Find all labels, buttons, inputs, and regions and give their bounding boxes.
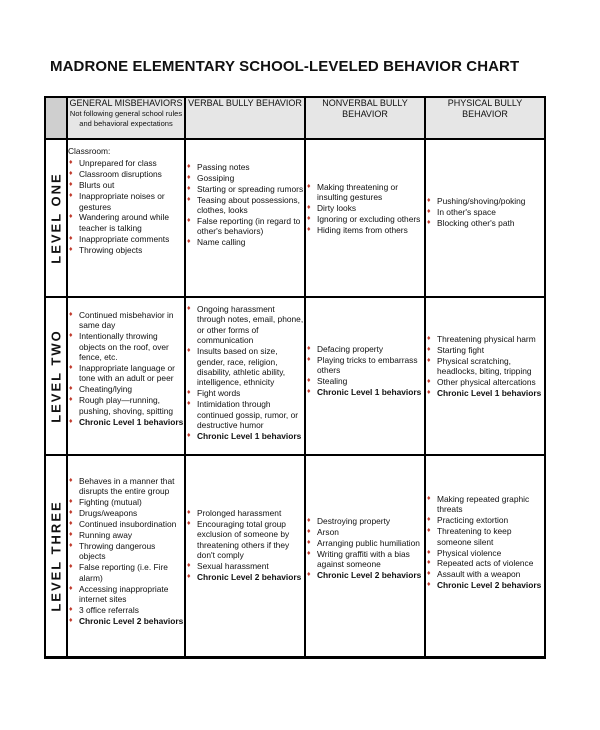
list-item: ♦ Chronic Level 1 behaviors [68,417,184,427]
list-item: ♦ Chronic Level 1 behaviors [306,387,424,397]
list-item: ♦ Behaves in a manner that disrupts the entire group [68,476,184,497]
header-nonverbal [305,97,425,139]
list-item: ♦ Inappropriate noises or gestures [68,191,184,212]
header-general [67,97,185,139]
header-verbal-label: VERBAL BULLY BEHAVIOR [188,98,302,108]
list-item: ♦ Cheating/lying [68,384,184,394]
level-three-label-cell [45,455,67,658]
header-physical [425,97,545,139]
list-item: ♦ Hiding items from others [306,225,424,235]
list-item: ♦ Continued insubordination [68,519,184,529]
list-item: ♦ Threatening to keep someone silent [426,526,544,547]
list-item: ♦ Starting fight [426,345,544,355]
level-two-physical-cell [425,297,545,455]
header-general-label: GENERAL MISBEHAVIORS [69,98,183,108]
level-two-physical-list [426,334,544,398]
list-item: ♦ Blurts out [68,180,184,190]
level-one-verbal-list [186,162,304,248]
header-general-sublabel: Not following general school rules and behavioral expectations [69,109,183,128]
list-item: ♦ Assault with a weapon [426,569,544,579]
list-item: ♦ Threatening physical harm [426,334,544,344]
list-item: ♦ Insults based on size, gender, race, religion, disability, athletic ability, intelligence, ethnicity [186,346,304,388]
list-item: ♦ Dirty looks [306,203,424,213]
list-item: ♦ Defacing property [306,344,424,354]
level-three-verbal-list [186,508,304,582]
level-two-label-cell [45,297,67,455]
list-item: ♦ Fighting (mutual) [68,497,184,507]
level-one-verbal-cell [185,139,305,297]
list-item: ♦ Inappropriate comments [68,234,184,244]
list-item: ♦ 3 office referrals [68,605,184,615]
list-item: ♦ Writing graffiti with a bias against someone [306,549,424,570]
level-three-nonverbal-list [306,516,424,580]
list-item: ♦ Unprepared for class [68,158,184,168]
list-item: ♦ Starting or spreading rumors [186,184,304,194]
list-item: ♦ Making repeated graphic threats [426,494,544,515]
level-one-general-list [68,158,184,255]
list-item: ♦ Other physical altercations [426,377,544,387]
list-item: ♦ Chronic Level 2 behaviors [306,570,424,580]
level-one-nonverbal-list [306,182,424,236]
list-item: ♦ Chronic Level 1 behaviors [426,388,544,398]
level-label: LEVEL THREE [48,500,64,612]
behavior-chart-table [44,96,546,659]
header-row [45,97,545,139]
list-item: ♦ Running away [68,530,184,540]
level-one-physical-cell [425,139,545,297]
header-nonverbal-label: NONVERBAL BULLY BEHAVIOR [322,98,408,119]
level-two-general-list [68,310,184,427]
list-item: ♦ Arranging public humiliation [306,538,424,548]
list-item: ♦ Intimidation through continued gossip, rumor, or destructive humor [186,399,304,430]
list-item: ♦ Rough play—running, pushing, shoving, spitting [68,395,184,416]
list-item: ♦ Ongoing harassment through notes, email, phone, or other forms of communication [186,304,304,346]
list-item: ♦ Throwing dangerous objects [68,541,184,562]
level-one-label-cell [45,139,67,297]
list-item: ♦ Inappropriate language or tone with an adult or peer [68,363,184,384]
level-three-nonverbal-cell [305,455,425,658]
level-two-verbal-cell [185,297,305,455]
list-item: ♦ Gossiping [186,173,304,183]
list-item: ♦ Chronic Level 2 behaviors [186,572,304,582]
list-item: ♦ Passing notes [186,162,304,172]
level-one-general-cell [67,139,185,297]
level-one-row [45,139,545,297]
level-one-physical-list [426,196,544,228]
list-item: ♦ False reporting (i.e. Fire alarm) [68,562,184,583]
level-two-general-cell [67,297,185,455]
list-item: ♦ Stealing [306,376,424,386]
list-item: ♦ Throwing objects [68,245,184,255]
level-three-row [45,455,545,658]
list-item: ♦ Encouraging total group exclusion of someone by threatening others if they don't comply [186,519,304,561]
page-title: MADRONE ELEMENTARY SCHOOL-LEVELED BEHAVIOR CHART [50,58,520,75]
list-item: ♦ Accessing inappropriate internet sites [68,584,184,605]
cell-title: Classroom: [68,146,111,156]
list-item: ♦ Physical scratching, headlocks, biting, tripping [426,356,544,377]
list-item: ♦ Drugs/weapons [68,508,184,518]
list-item: ♦ In other's space [426,207,544,217]
level-three-physical-list [426,494,544,591]
list-item: ♦ False reporting (in regard to other's behaviors) [186,216,304,237]
list-item: ♦ Practicing extortion [426,515,544,525]
level-three-physical-cell [425,455,545,658]
list-item: ♦ Prolonged harassment [186,508,304,518]
list-item: ♦ Chronic Level 2 behaviors [68,616,184,626]
level-three-general-cell [67,455,185,658]
corner-cell [45,97,67,139]
level-two-nonverbal-list [306,344,424,398]
level-two-row [45,297,545,455]
list-item: ♦ Fight words [186,388,304,398]
list-item: ♦ Arson [306,527,424,537]
level-label: LEVEL ONE [48,172,64,264]
list-item: ♦ Pushing/shoving/poking [426,196,544,206]
list-item: ♦ Name calling [186,237,304,247]
list-item: ♦ Destroying property [306,516,424,526]
header-physical-label: PHYSICAL BULLY BEHAVIOR [447,98,523,119]
list-item: ♦ Physical violence [426,548,544,558]
list-item: ♦ Repeated acts of violence [426,558,544,568]
list-item: ♦ Ignoring or excluding others [306,214,424,224]
list-item: ♦ Making threatening or insulting gestures [306,182,424,203]
list-item: ♦ Playing tricks to embarrass others [306,355,424,376]
list-item: ♦ Blocking other's path [426,218,544,228]
header-verbal [185,97,305,139]
level-two-verbal-list [186,304,304,441]
level-two-nonverbal-cell [305,297,425,455]
list-item: ♦ Wandering around while teacher is talking [68,212,184,233]
list-item: ♦ Continued misbehavior in same day [68,310,184,331]
level-one-nonverbal-cell [305,139,425,297]
list-item: ♦ Teasing about possessions, clothes, looks [186,195,304,216]
list-item: ♦ Classroom disruptions [68,169,184,179]
list-item: ♦ Chronic Level 1 behaviors [186,431,304,441]
list-item: ♦ Intentionally throwing objects on the roof, over fence, etc. [68,331,184,362]
level-three-verbal-cell [185,455,305,658]
level-three-general-list [68,476,184,626]
list-item: ♦ Sexual harassment [186,561,304,571]
level-label: LEVEL TWO [48,329,64,423]
list-item: ♦ Chronic Level 2 behaviors [426,580,544,590]
